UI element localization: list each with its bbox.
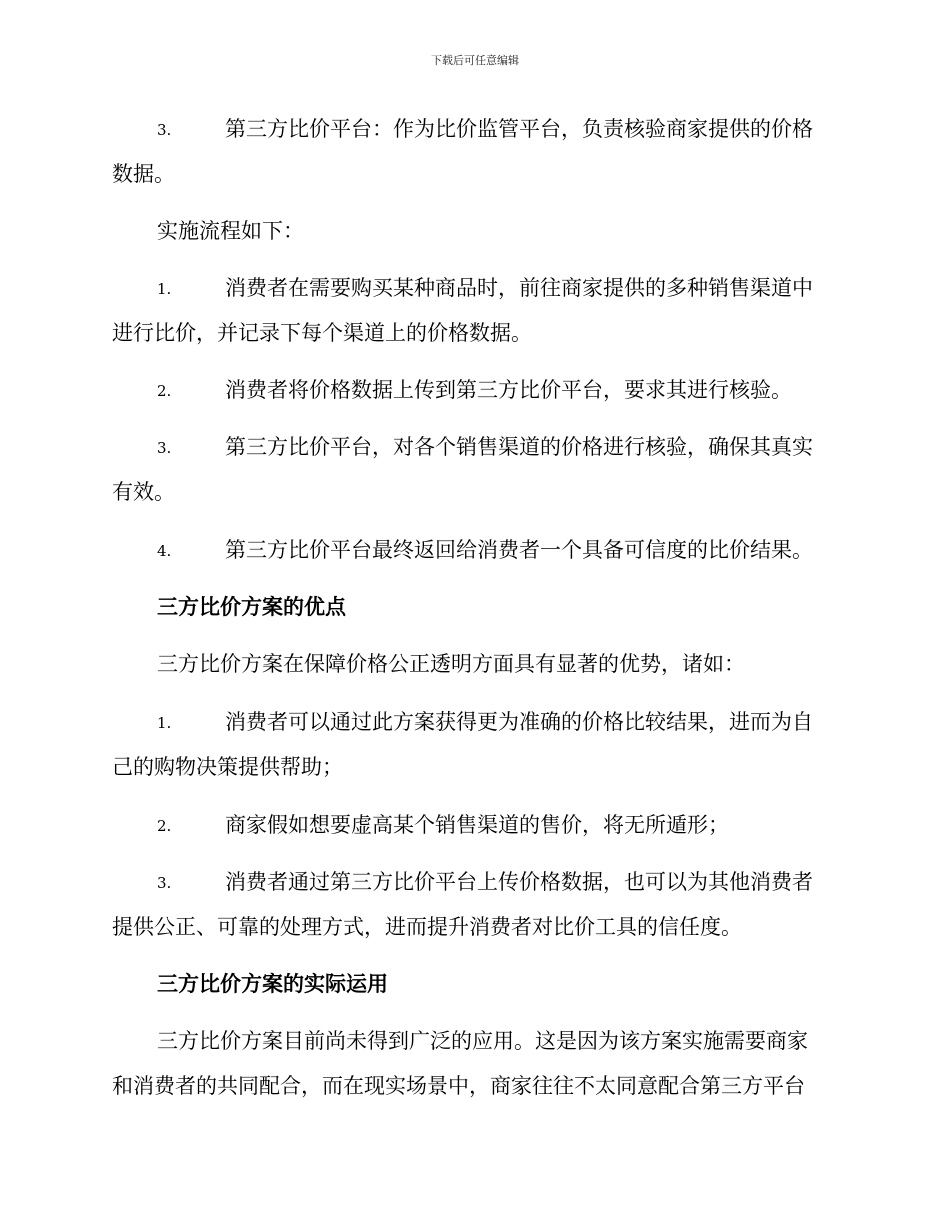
list-item-text: 第三方比价平台最终返回给消费者一个具备可信度的比价结果。 <box>225 538 813 562</box>
list-item-continuation: 提供公正、可靠的处理方式，进而提升消费者对比价工具的信任度。 <box>112 915 742 939</box>
list-item-number: 3. <box>157 121 172 139</box>
list-item-continuation: 己的购物决策提供帮助； <box>112 755 343 779</box>
list-item-number: 1. <box>157 280 172 298</box>
list-item-text: 消费者将价格数据上传到第三方比价平台，要求其进行核验。 <box>225 378 792 402</box>
paragraph: 实施流程如下： <box>157 219 304 243</box>
list-item-continuation: 数据。 <box>112 162 175 186</box>
list-item-number: 3. <box>157 874 172 892</box>
section-heading: 三方比价方案的优点 <box>157 594 346 619</box>
list-item-number: 2. <box>157 817 172 835</box>
list-item-number: 1. <box>157 714 172 732</box>
list-item-number: 2. <box>157 382 172 400</box>
list-item-text: 消费者在需要购买某种商品时，前往商家提供的多种销售渠道中 <box>225 276 813 300</box>
list-item-text: 第三方比价平台：作为比价监管平台，负责核验商家提供的价格 <box>225 117 813 141</box>
list-item-continuation: 进行比价，并记录下每个渠道上的价格数据。 <box>112 321 532 345</box>
list-item-text: 消费者可以通过此方案获得更为准确的价格比较结果，进而为自 <box>225 710 813 734</box>
section-heading: 三方比价方案的实际运用 <box>157 971 388 996</box>
paragraph: 三方比价方案目前尚未得到广泛的应用。这是因为该方案实施需要商家 <box>157 1029 808 1053</box>
list-item-number: 4. <box>157 542 172 560</box>
paragraph-continuation: 和消费者的共同配合，而在现实场景中，商家往往不太同意配合第三方平台 <box>112 1074 805 1098</box>
list-item-number: 3. <box>157 439 172 457</box>
list-item-text: 消费者通过第三方比价平台上传价格数据，也可以为其他消费者 <box>225 870 813 894</box>
list-item-text: 商家假如想要虚高某个销售渠道的售价，将无所遁形； <box>225 813 729 837</box>
paragraph: 三方比价方案在保障价格公正透明方面具有显著的优势，诸如： <box>157 652 745 676</box>
list-item-text: 第三方比价平台，对各个销售渠道的价格进行核验，确保其真实 <box>225 435 813 459</box>
page-header: 下载后可任意编辑 <box>431 54 519 67</box>
list-item-continuation: 有效。 <box>112 480 175 504</box>
